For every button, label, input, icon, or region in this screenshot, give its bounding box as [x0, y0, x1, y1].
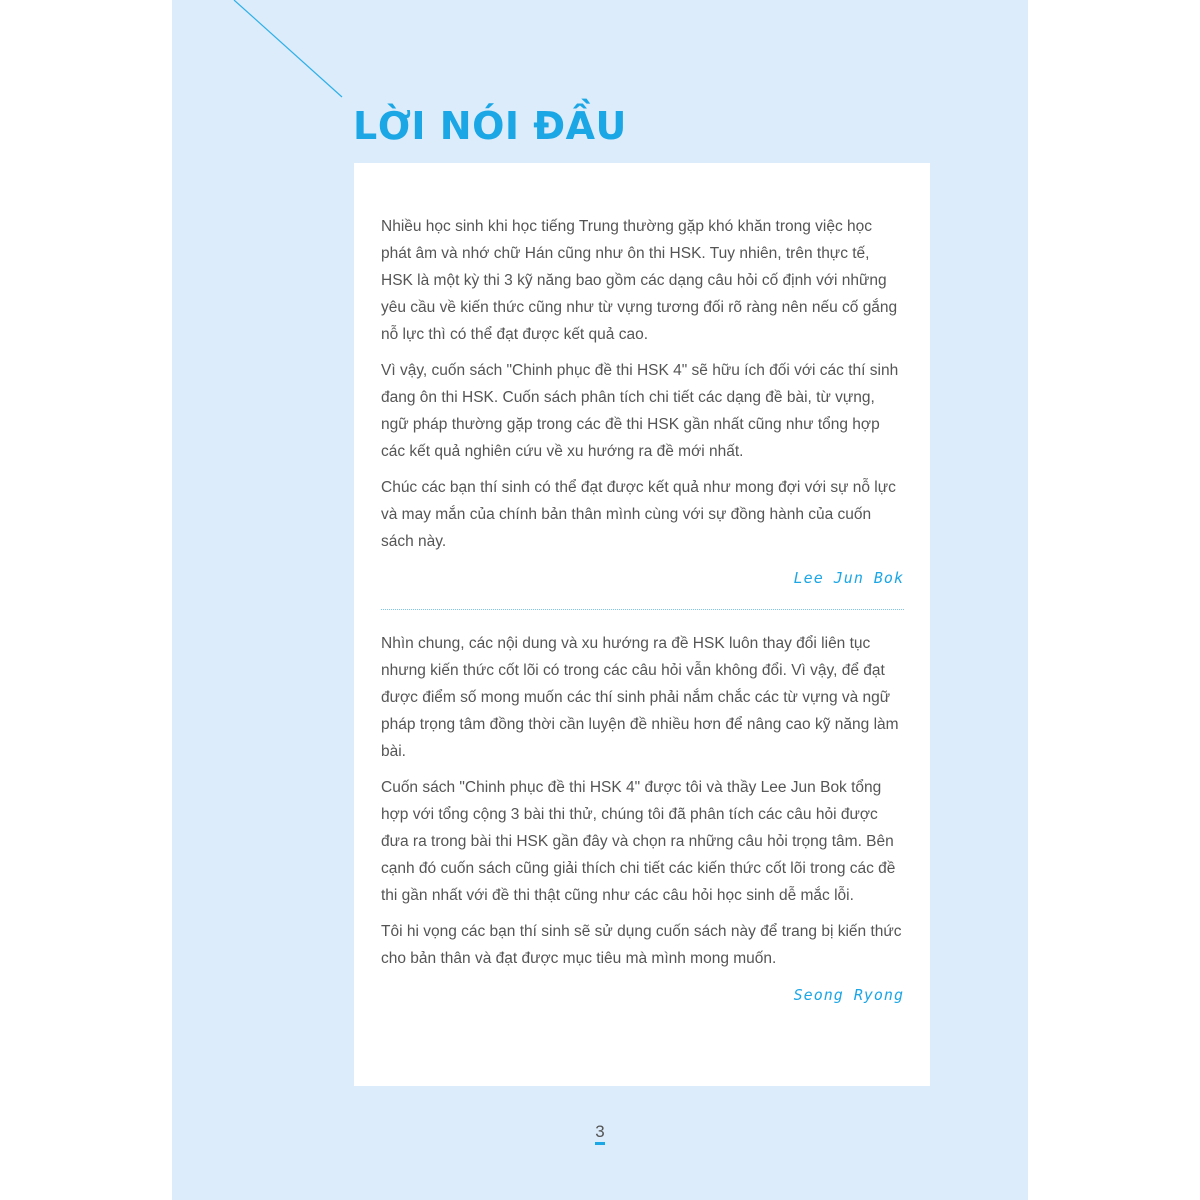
page-number-underline	[595, 1142, 605, 1145]
author-signature: Lee Jun Bok	[793, 569, 904, 587]
decorative-diagonal-line	[172, 0, 372, 110]
paragraph: Chúc các bạn thí sinh có thể đạt được kết quả như mong đợi với sự nỗ lực và may mắn của chính bản thân mình cùng với sự đồng hành của cuốn sách này.	[381, 479, 896, 550]
section-divider	[381, 609, 904, 610]
page-number: 3	[595, 1122, 605, 1141]
page-title: LỜI NÓI ĐẦU	[353, 104, 627, 148]
preface-section-2	[381, 630, 904, 1004]
paragraph: Vì vậy, cuốn sách "Chinh phục đề thi HSK 4" sẽ hữu ích đối với các thí sinh đang ôn thi HSK. Cuốn sách phân tích chi tiết các dạng đề bài, từ vựng, ngữ pháp thường gặp trong các đề thi HSK gần nhất cũng như tổng hợp các kết quả nghiên cứu về xu hướng ra đề mới nhất.	[381, 362, 899, 460]
preface-section-1	[381, 213, 904, 587]
paragraph: Cuốn sách "Chinh phục đề thi HSK 4" được tôi và thầy Lee Jun Bok tổng hợp với tổng cộng 3 bài thi thử, chúng tôi đã phân tích các câu hỏi được đưa ra trong bài thi HSK gần đây và chọn ra những câu hỏi trọng tâm. Bên cạnh đó cuốn sách cũng giải thích chi tiết các kiến thức cốt lõi trong các đề thi gần nhất với đề thi thật cũng như các câu hỏi học sinh dễ mắc lỗi.	[381, 779, 896, 904]
paragraph: Nhìn chung, các nội dung và xu hướng ra đề HSK luôn thay đổi liên tục nhưng kiến thức cốt lõi có trong các câu hỏi vẫn không đổi. Vì vậy, để đạt được điểm số mong muốn các thí sinh phải nắm chắc các từ vựng và ngữ pháp trọng tâm đồng thời cần luyện đề nhiều hơn để nâng cao kỹ năng làm bài.	[381, 635, 899, 760]
author-signature: Seong Ryong	[793, 986, 904, 1004]
book-page	[172, 0, 1028, 1200]
content-card	[354, 163, 930, 1086]
paragraph: Tôi hi vọng các bạn thí sinh sẽ sử dụng cuốn sách này để trang bị kiến thức cho bản thân và đạt được mục tiêu mà mình mong muốn.	[381, 923, 902, 967]
paragraph: Nhiều học sinh khi học tiếng Trung thường gặp khó khăn trong việc học phát âm và nhớ chữ Hán cũng như ôn thi HSK. Tuy nhiên, trên thực tế, HSK là một kỳ thi 3 kỹ năng bao gồm các dạng câu hỏi cố định với những yêu cầu về kiến thức cũng như từ vựng tương đối rõ ràng nên nếu cố gắng nỗ lực thì có thể đạt được kết quả cao.	[381, 218, 898, 343]
